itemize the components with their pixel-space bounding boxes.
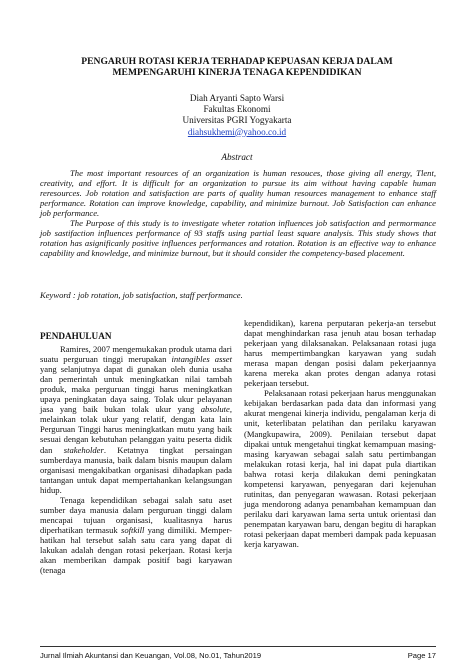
right-paragraph-2: Pelaksanaan rotasi pekerjaan harus menggunakan kebijakan berdasarkan pada data dan informasi yang akurat mengenai kinerja individu, pengalaman kerja di unit, keterlibatan pelatihan dan perilaku karyawan (Mangkupawira, 2009). Penilaian tersebut dapat dipakai untuk mengetahui tingkat kemampuan masing-masing karyawan sebagai salah satu pertimbangan melakukan rotasi kerja, hal ini dapat pula diartikan bahwa rotasi kerja dilakukan demi peningkatan kompetensi karyawan, penyegaran dari kejenuhan rutinitas, dan penyegaran wawasan. Rotasi pekerjaan juga mendorong adanya penambahan kemampuan dan perilaku dari karyawan lama serta untuk orientasi dan penempatan karyawan baru, dengan begitu di harapkan rotasi pekerjaan dapat memberi dampak pada kepuasan kerja karyawan. (244, 388, 436, 550)
body-column-right (244, 318, 436, 549)
keywords-line: Keyword : job rotation, job satisfaction, staff performance. (40, 290, 243, 300)
left-paragraph-1: Ramires, 2007 mengemukakan produk utama dari suatu perguruan tinggi merupakan intangibles asset yang selanjutnya dapat di gunakan oleh dunia usaha dan pemerintah untuk meningkatkan nilai tambah produk, maka perguruan tinggi harus meningkatkan upaya peningkatan daya saing. Tolak ukur pelayanan jasa yang baik bukan tolak ukur yang absolute, melainkan tolak ukur yang relatif, dengan kata lain Perguruan Tinggi harus meningkatkan mutu yang baik sesuai dengan kebutuhan pelanggan yaitu peserta didik dan stakeholder. Ketatnya tingkat persaingan sumberdaya manusia, baik dalam bisnis maupun dalam organisasi mengakibatkan organisasi dihadapkan pada tantangan untuk dapat mempertahankan kelangsungan hidup. (40, 344, 232, 495)
paper-title (30, 56, 444, 78)
author-email-link[interactable]: diahsukhemi@yahoo.co.id (187, 126, 287, 137)
section-heading: PENDAHULUAN (40, 331, 112, 341)
body-column-left (40, 331, 232, 575)
author-faculty: Fakultas Ekonomi (203, 104, 271, 115)
author-block (30, 93, 444, 138)
left-paragraph-2: Tenaga kependidikan sebagai salah satu aset sumber daya manusia dalam perguruan tinggi dalam mencapai tujuan organisasi, kualitasnya harus diperhatikan termasuk softkill yang dimiliki. Memper-hatikan hal tersebut salah satu cara yang dapat di lakukan adalah dengan rotasi pekerjaan. Rotasi kerja akan memberikan dampak positif bagi karyawan (tenaga (40, 494, 233, 576)
abstract-body (40, 168, 436, 258)
abstract-paragraph-1: The most important resources of an organization is human resouces, those giving all energy, Tlent, creativity, and effort. It is difficult for an organization to pursue its aim without having capable human reresources. Job rotation and satisfaction are parts of quality human resources management to enhance staff performance. Rotation can improve knowledge, capability, and minimize burnout. Job Satisfaction can enhance job performance. (40, 168, 436, 219)
title-line-1: PENGARUH ROTASI KERJA TERHADAP KEPUASAN KERJA DALAM (81, 56, 393, 67)
abstract-heading: Abstract (221, 152, 253, 162)
author-university: Universitas PGRI Yogyakarta (182, 115, 292, 126)
footer-journal: Jurnal Ilmiah Akuntansi dan Keuangan, Vol.08, No.01, Tahun2019 (40, 651, 262, 660)
footer-page-number: Page 17 (407, 651, 436, 660)
author-name: Diah Aryanti Sapto Warsi (189, 93, 285, 103)
abstract-paragraph-2: The Purpose of this study is to investigate wheter rotation influences job satisfaction and permormance job sastifaction influences performance of 93 staffs using partial least square analysis. This study shows that rotation has asignificanly positive influences performances and rotation. Rotation is an effective way to enhance capability and knowledge, and minimize burnout, but it should consider the competency-based placement. (40, 218, 436, 259)
footer-rule (40, 646, 436, 647)
right-paragraph-1: kependidikan), karena perputaran pekerja-an tersebut dapat menghindarkan rasa jenuh atau bosan terhadap pekerjaan yang dilaksanakan. Pelaksanaan rotasi juga harus mempertimbangkan karyawan yang sudah merasa mapan dengan posisi dalam pekerjaannya karena mereka akan protes dengan adanya rotasi pekerjaan tersebut. (244, 318, 436, 389)
title-line-2: MEMPENGARUHI KINERJA TENAGA KEPENDIDIKAN (112, 67, 362, 78)
page-footer (40, 651, 436, 660)
